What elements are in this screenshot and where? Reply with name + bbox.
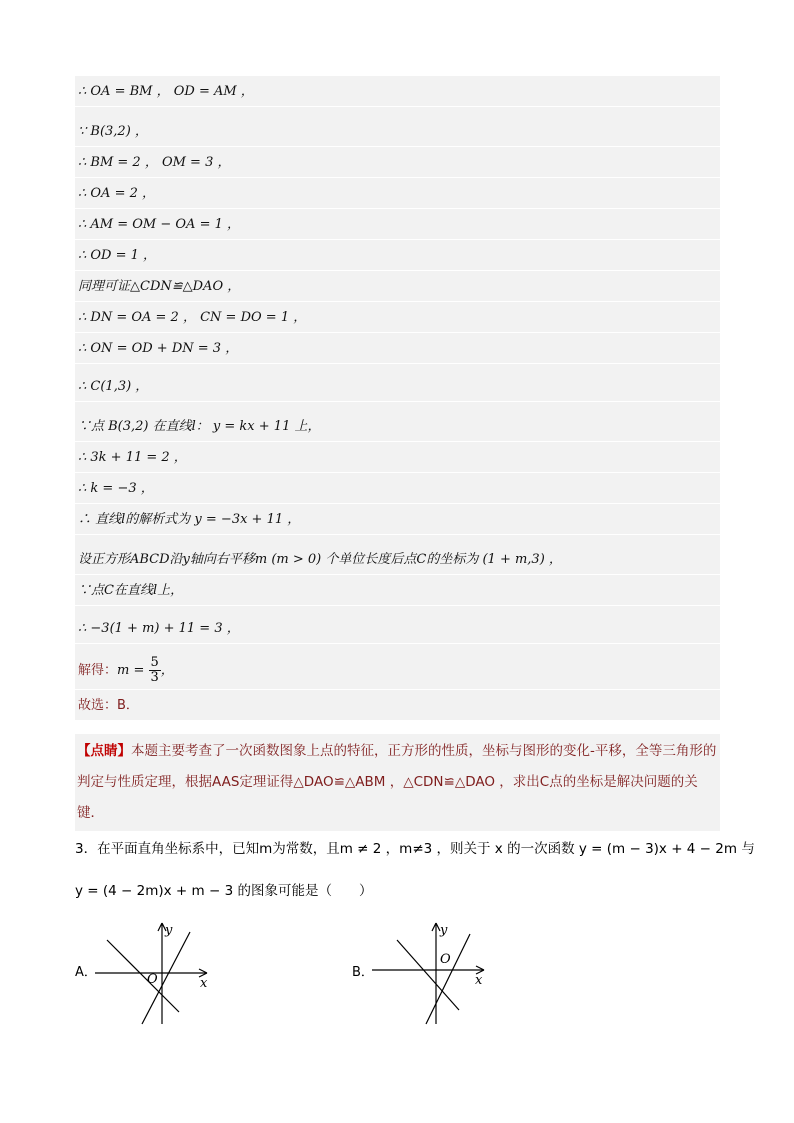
remark-text: 本题主要考查了一次函数图象上点的特征，正方形的性质，坐标与图形的变化-平移，全等三角形的判定与性质定理，根据AAS定理证得△DAO≌△ABM ，△CDN≌△DAO ，求出C点的坐标是解决问题的关键． <box>77 743 717 821</box>
solution-line: ∵ B(3,2) ， <box>75 107 720 147</box>
solution-line: 设正方形ABCD沿y轴向右平移m (m > 0) 个单位长度后点C的坐标为 (1 + m,3) ， <box>75 535 720 575</box>
solution-line: 故选：B． <box>75 690 720 721</box>
solution-line: ∴ OD = 1 ， <box>75 240 720 271</box>
graph-line-2 <box>426 934 470 1024</box>
solution-line: 解得：m = $\frac{5}{3}$ ， <box>75 644 720 690</box>
solution-line: ∴ BM = 2 ， OM = 3 ， <box>75 147 720 178</box>
solution-line: ∴ OA = 2 ， <box>75 178 720 209</box>
x-label: x <box>200 976 208 991</box>
solution-block <box>75 76 720 721</box>
remark-tag: 【点睛】 <box>77 743 131 759</box>
y-label: y <box>165 923 173 938</box>
graph-line-1 <box>107 940 179 1012</box>
origin-label: O <box>147 972 158 987</box>
remark-block <box>75 734 720 831</box>
fraction: $\frac{5}{3}$ <box>150 655 159 685</box>
option-b-label[interactable]: B． <box>352 965 374 980</box>
solution-line: ∴ ON = OD + DN = 3 ， <box>75 333 720 364</box>
y-label: y <box>440 923 448 938</box>
question-line-1: 3．在平面直角坐标系中，已知m为常数，且m ≠ 2 ，m≠3 ，则关于 x 的一次函数 y = (m − 3)x + 4 − 2m 与 <box>75 841 755 857</box>
solution-line: ∵点 B(3,2) 在直线l： y = kx + 11 上， <box>75 402 720 442</box>
solution-line: ∴ −3(1 + m) + 11 = 3 ， <box>75 606 720 644</box>
solution-line: ∴ C(1,3) ， <box>75 364 720 402</box>
question-line-2: y = (4 − 2m)x + m − 3 的图象可能是（ ） <box>75 883 373 899</box>
solution-line: ∴ k = −3 ， <box>75 473 720 504</box>
x-label: x <box>475 973 483 988</box>
solution-line: ∴ AM = OM − OA = 1 ， <box>75 209 720 240</box>
solution-line: ∴ 3k + 11 = 2 ， <box>75 442 720 473</box>
option-a-graph[interactable] <box>95 918 220 1028</box>
solution-line: ∴ OA = BM ， OD = AM ， <box>75 76 720 107</box>
solution-line: ∴ 直线l的解析式为 y = −3x + 11 ， <box>75 504 720 535</box>
solution-line: ∴ DN = OA = 2 ， CN = DO = 1 ， <box>75 302 720 333</box>
option-b-graph[interactable] <box>372 918 497 1028</box>
solution-line: 同理可证△CDN≌△DAO ， <box>75 271 720 302</box>
origin-label: O <box>440 952 451 967</box>
option-a-label[interactable]: A． <box>75 965 97 980</box>
solution-line: ∵点C在直线l上， <box>75 575 720 606</box>
